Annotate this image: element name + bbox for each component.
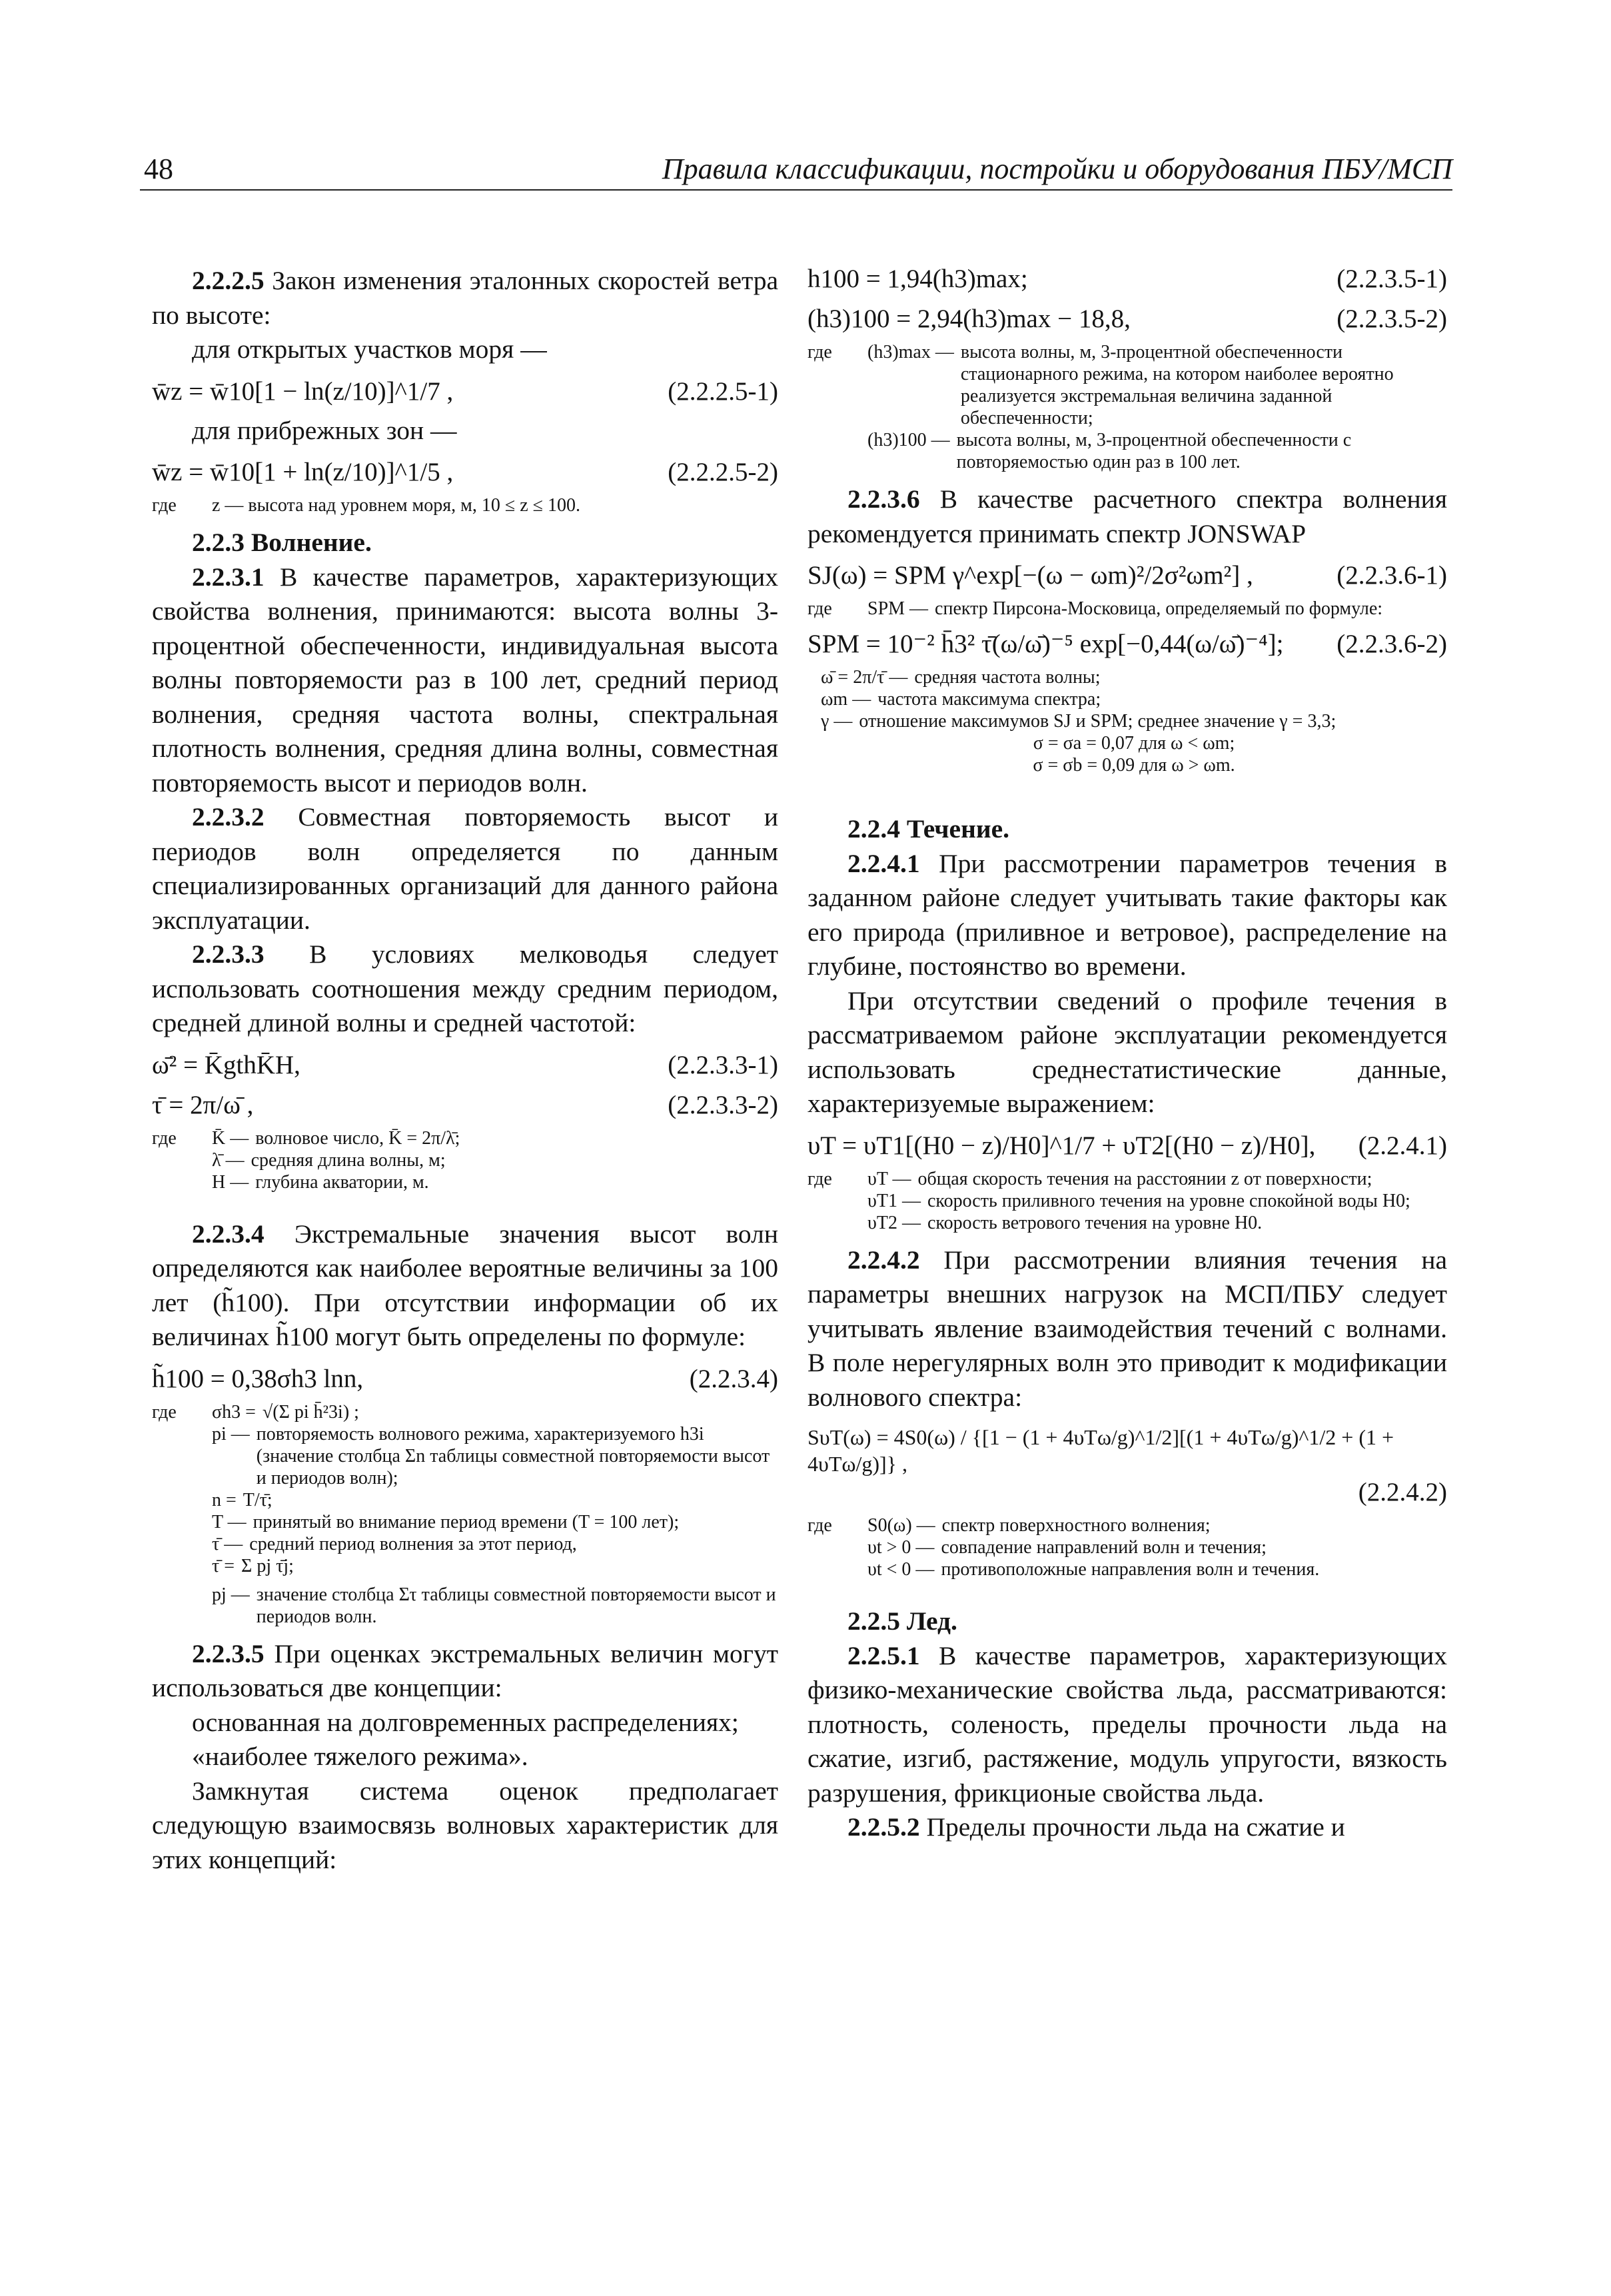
equation-2-2-3-6-2: SPM = 10⁻² h̄3² τ̄(ω/ω̄)⁻⁵ exp[−0,44(ω/ω̄)⁻⁴]; (2.2.3.6-2) bbox=[807, 630, 1447, 658]
definition-row: n = T/τ̄; bbox=[212, 1489, 272, 1510]
concept-heavy-mode: «наиболее тяжелого режима». bbox=[192, 1742, 528, 1771]
equation-2-2-3-3-1: ω̄² = K̄gthK̄H, (2.2.3.3-1) bbox=[152, 1050, 778, 1079]
heading-2-2-5: 2.2.5 Лед. bbox=[847, 1606, 957, 1636]
definition-row: γ — отношение максимумов SJ и SPM; среднее значение γ = 3,3; bbox=[821, 711, 1337, 732]
page-number: 48 bbox=[144, 153, 173, 185]
definition-row: H — глубина акватории, м. bbox=[212, 1171, 429, 1193]
sigma-b-line: σ = σb = 0,09 для ω > ωm. bbox=[1033, 755, 1235, 776]
coastal-label: для прибрежных зон — bbox=[192, 415, 457, 445]
equation-2-2-3-5-1: h100 = 1,94(h3)max; (2.2.3.5-1) bbox=[807, 265, 1447, 293]
paragraph-2-2-4-1: 2.2.4.1 При рассмотрении параметров течения в заданном районе следует учитывать такие факторы как его природа (приливное и ветровое), распределение на глубине, постоянство во времени. bbox=[807, 848, 1447, 981]
definition-row: pi — повторяемость волнового режима, характеризуемого h3i (значение столбца Σn таблицы совместной повторяемости высот и периодов волн); bbox=[212, 1423, 770, 1488]
definition-row: υt < 0 — противоположные направления волн и течения. bbox=[867, 1559, 1320, 1580]
left-column bbox=[152, 264, 778, 1877]
heading-2-2-4: 2.2.4 Течение. bbox=[847, 814, 1009, 844]
open-sea-label: для открытых участков моря — bbox=[192, 334, 547, 364]
definitions-z: где z — высота над уровнем моря, м, 10 ≤ z ≤ 100. bbox=[152, 495, 581, 516]
equation-2-2-3-3-2: τ̄ = 2π/ω̄ , (2.2.3.3-2) bbox=[152, 1090, 778, 1119]
paragraph-2-2-5-2: 2.2.5.2 Пределы прочности льда на сжатие и bbox=[847, 1812, 1345, 1842]
paragraph-2-2-2-5: 2.2.2.5 Закон изменения эталонных скоростей ветра по высоте: bbox=[152, 266, 778, 330]
closed-system-text: Замкнутая система оценок предполагает следующую взаимосвязь волновых характеристик для этих концепций: bbox=[152, 1776, 778, 1874]
paragraph-2-2-3-3: 2.2.3.3 В условиях мелководья следует использовать соотношения между средним периодом, средней длиной волны и средней частотой: bbox=[152, 939, 778, 1037]
definitions-2-2-4-2: где S0(ω) — спектр поверхностного волнения; υt > 0 — совпадение направлений волн и течения; υt < 0 — противоположные направления волн и течения. bbox=[807, 1514, 1447, 1580]
equation-2-2-2-5-1: w̄z = w̄10[1 − ln(z/10)]^1/7 , (2.2.2.5-1) bbox=[152, 376, 778, 406]
heading-2-2-3: 2.2.3 Волнение. bbox=[192, 528, 372, 557]
definition-row: SPM — спектр Пирсона-Московица, определяемый по формуле: bbox=[867, 598, 1383, 619]
definition-row: ω̄ = 2π/τ̄ — средняя частота волны; bbox=[821, 667, 1101, 688]
no-profile-info-text: При отсутствии сведений о профиле течения в рассматриваемом районе эксплуатации рекомендуется использовать среднестатистические данные, характеризуемые выражением: bbox=[807, 985, 1447, 1118]
definition-row: T — принятый во внимание период времени (T = 100 лет); bbox=[212, 1511, 680, 1532]
page-header bbox=[140, 152, 1452, 191]
definitions-2-2-3-6 bbox=[821, 666, 1447, 776]
definition-row: λ̄ — средняя длина волны, м; bbox=[212, 1149, 446, 1171]
definition-row: τ̄ — средний период волнения за этот период, bbox=[212, 1533, 577, 1554]
equation-2-2-2-5-2: w̄z = w̄10[1 + ln(z/10)]^1/5 , (2.2.2.5-2) bbox=[152, 458, 778, 486]
equation-2-2-3-6-1: SJ(ω) = SPM γ^exp[−(ω − ωm)²/2σ²ωm²] , (2.2.3.6-1) bbox=[807, 561, 1447, 590]
definition-row: τ̄ = Σ pj τ̄j; bbox=[212, 1555, 294, 1576]
definition-row: υT — общая скорость течения на расстоянии z от поверхности; bbox=[867, 1168, 1372, 1189]
sigma-a-line: σ = σa = 0,07 для ω < ωm; bbox=[1033, 733, 1235, 754]
definitions-2-2-3-4: где σh3 = √(Σ pi h̄²3i) ; pi — повторяемость волнового режима, характеризуемого h3i (значение столбца Σn таблицы совместной повторяемости высот и периодов волн); n = T/τ̄; T — принятый во внимание период времени (T = 100 лет); τ̄ — средний период волнения за этот период, τ̄ = Σ pj τ̄j; pj — значение столбца Στ таблицы совместной повторяемости высот и периодов волн. bbox=[152, 1401, 778, 1628]
equation-2-2-4-2: SυT(ω) = 4S0(ω) / {[1 − (1 + 4υTω/g)^1/2][(1 + 4υTω/g)^1/2 + (1 + 4υTω/g)]} , (2.2.4.2) bbox=[807, 1425, 1447, 1506]
definitions-spm: где SPM — спектр Пирсона-Московица, определяемый по формуле: bbox=[807, 598, 1447, 620]
equation-2-2-4-1: υT = υT1[(H0 − z)/H0]^1/7 + υT2[(H0 − z)/H0], (2.2.4.1) bbox=[807, 1131, 1447, 1160]
equation-2-2-3-5-2: (h3)100 = 2,94(h3)max − 18,8, (2.2.3.5-2) bbox=[807, 304, 1447, 333]
header-rule bbox=[140, 189, 1452, 191]
paragraph-2-2-3-6: 2.2.3.6 В качестве расчетного спектра волнения рекомендуется принимать спектр JONSWAP bbox=[807, 484, 1447, 548]
paragraph-2-2-4-2: 2.2.4.2 При рассмотрении влияния течения на параметры внешних нагрузок на МСП/ПБУ следует учитывать явление взаимодействия течений с волнами. В поле нерегулярных волн это приводит к модификации волнового спектра: bbox=[807, 1245, 1447, 1412]
definition-row: S0(ω) — спектр поверхностного волнения; bbox=[867, 1515, 1211, 1536]
definition-row: υt > 0 — совпадение направлений волн и течения; bbox=[867, 1537, 1267, 1558]
definition-row: K̄ — волновое число, K̄ = 2π/λ̄; bbox=[212, 1127, 460, 1149]
definition-row: (h3)100 — высота волны, м, 3-процентной обеспеченности с повторяемостью один раз в 100 лет. bbox=[867, 430, 1352, 472]
paragraph-2-2-3-1: 2.2.3.1 В качестве параметров, характеризующих свойства волнения, принимаются: высота волны 3-процентной обеспеченности, индивидуальная высота волны повторяемости раз в 100 лет, средний период волнения, средняя частота волны, спектральная плотность волнения, средняя длина волны, совместная повторяемость высот и периодов волн. bbox=[152, 562, 778, 798]
definition-row: υT1 — скорость приливного течения на уровне спокойной воды H0; bbox=[867, 1190, 1410, 1211]
paragraph-2-2-3-4: 2.2.3.4 Экстремальные значения высот волн определяются как наиболее вероятные величины за 100 лет (h̃100). При отсутствии информации об их величинах h̃100 могут быть определены по формуле: bbox=[152, 1219, 778, 1351]
equation-2-2-3-4: h̃100 = 0,38σh3 lnn, (2.2.3.4) bbox=[152, 1364, 778, 1393]
paragraph-2-2-3-5: 2.2.3.5 При оценках экстремальных величин могут использоваться две концепции: bbox=[152, 1638, 778, 1702]
concept-long-term: основанная на долговременных распределениях; bbox=[192, 1707, 739, 1737]
running-title: Правила классификации, постройки и оборудования ПБУ/МСП bbox=[662, 153, 1452, 185]
right-column bbox=[807, 264, 1447, 1845]
paragraph-2-2-3-2: 2.2.3.2 Совместная повторяемость высот и периодов волн определяется по данным специализированных организаций для данного района эксплуатации. bbox=[152, 802, 778, 935]
definition-row: pj — значение столбца Στ таблицы совместной повторяемости высот и периодов волн. bbox=[212, 1584, 776, 1627]
definition-row: υT2 — скорость ветрового течения на уровне H0. bbox=[867, 1212, 1263, 1233]
definitions-2-2-3-3: где K̄ — волновое число, K̄ = 2π/λ̄; λ̄ — средняя длина волны, м; H — глубина акватории, м. bbox=[152, 1127, 778, 1193]
definitions-2-2-4-1: где υT — общая скорость течения на расстоянии z от поверхности; υT1 — скорость приливного течения на уровне спокойной воды H0; υT2 — скорость ветрового течения на уровне H0. bbox=[807, 1168, 1447, 1234]
definitions-2-2-3-5: где (h3)max — высота волны, м, 3-процентной обеспеченности стационарного режима, на котором наиболее вероятно реализуется экстремальная величина заданной обеспеченности; (h3)100 — высота волны, м, 3-процентной обеспеченности с повторяемостью один раз в 100 лет. bbox=[807, 341, 1447, 473]
definition-row: (h3)max — высота волны, м, 3-процентной обеспеченности стационарного режима, на котором наиболее вероятно реализуется экстремальная величина заданной обеспеченности; bbox=[867, 342, 1394, 428]
paragraph-2-2-5-1: 2.2.5.1 В качестве параметров, характеризующих физико-механические свойства льда, рассматриваются: плотность, соленость, пределы прочности льда на сжатие, изгиб, растяжение, модуль упругости, вязкость разрушения, фрикционые свойства льда. bbox=[807, 1640, 1447, 1808]
definition-row: ωm — частота максимума спектра; bbox=[821, 689, 1101, 710]
definition-row: σh3 = √(Σ pi h̄²3i) ; bbox=[212, 1401, 359, 1423]
